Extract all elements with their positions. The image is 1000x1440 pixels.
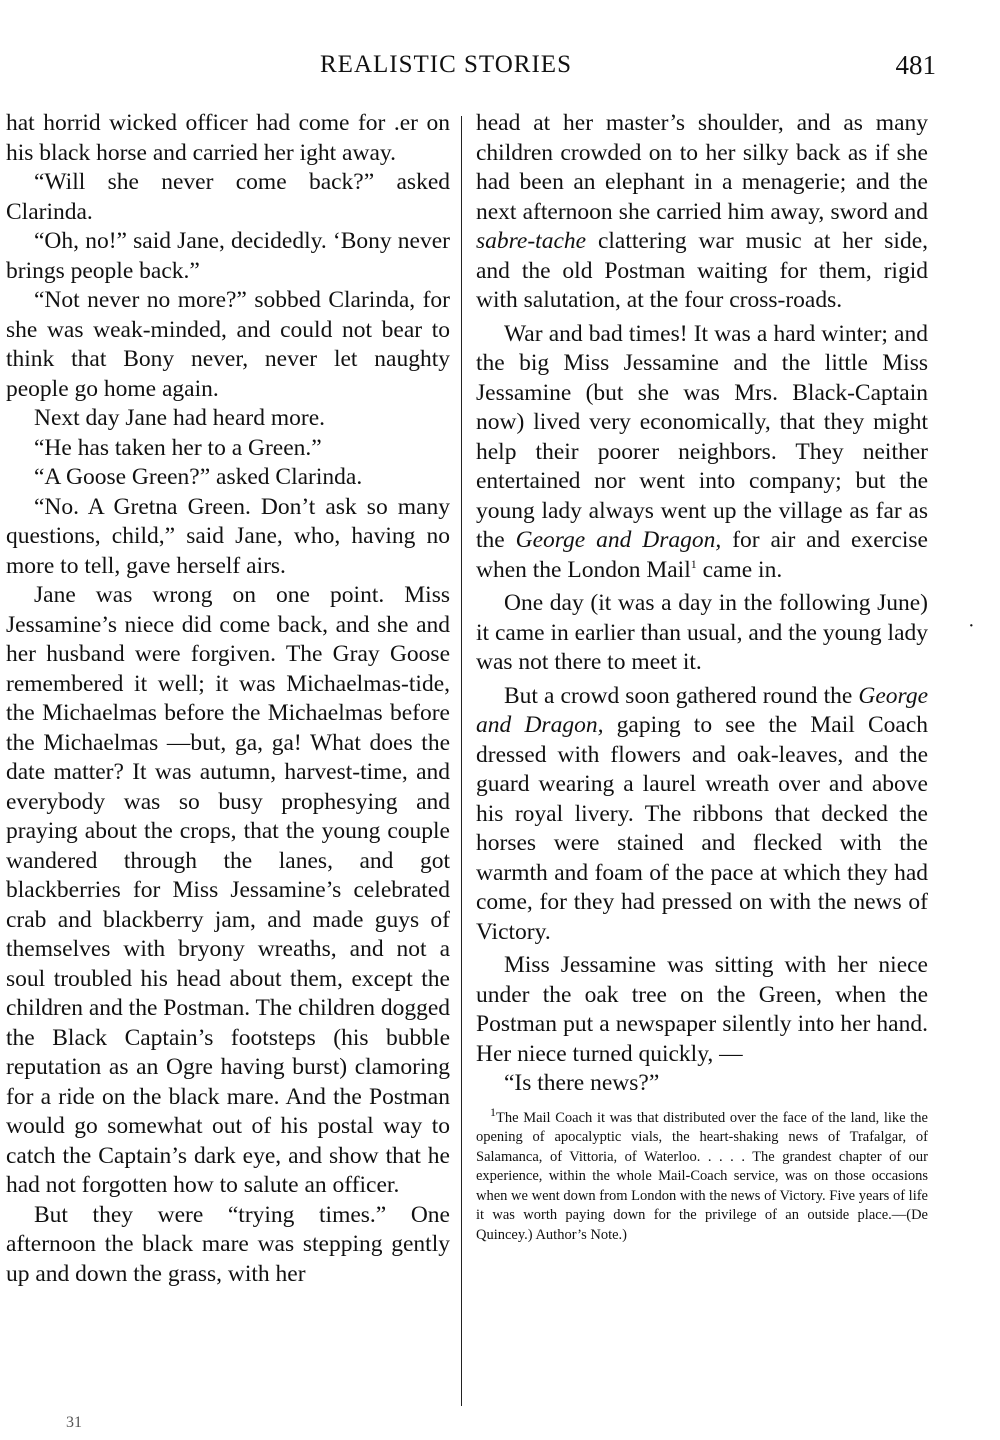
paragraph (476, 320, 928, 586)
paragraph: “Will she never come back?” asked Clarinda. (6, 169, 450, 225)
left-column (6, 109, 450, 1289)
footnote-ref: 1 (690, 556, 697, 571)
text-run: came in. (702, 556, 783, 583)
footnote-text (476, 1104, 928, 1246)
paragraph: One day (it was a day in the following June) it came in earlier than usual, and the young lady was not there to meet it. (476, 590, 928, 675)
paragraph: “No. A Gretna Green. Don’t ask so many questions, child,” said Jane, who, having no more to tell, gave herself airs. (6, 493, 450, 579)
stray-mark: · (968, 615, 975, 637)
paragraph: hat horrid wicked officer had come for .er on his black horse and carried her ight away. (6, 110, 450, 166)
paragraph: Next day Jane had heard more. (34, 405, 326, 431)
paragraph (476, 109, 928, 316)
column-divider (461, 116, 462, 1406)
footnote-mark: 1 (490, 1104, 496, 1119)
text-run: clattering war music at her side, and the old Postman waiting for them, rigid with salutation, at the four cross-roads. (476, 228, 928, 313)
paragraph (476, 682, 928, 948)
text-run: War and bad times! It was a hard winter; and the big Miss Jessamine and the little Miss Jessamine (but she was Mrs. Black-Captain now) lived very economically, that they might help their poorer neighbors. They neither entertained nor went into company; but the young lady always went up the village as far as the (476, 320, 928, 553)
footnote (476, 1104, 928, 1246)
paragraph: Jane was wrong on one point. Miss Jessamine’s niece did come back, and she and her husband were forgiven. The Gray Goose remembered it well; it was Michaelmas-tide, the Michaelmas before the Michaelmas before the Michaelmas —but, ga, ga! What does the date matter? It was autumn, harvest-time, and everybody was so busy prophesying and praying about the crops, that the young couple wandered through the lanes, and got blackberries for Miss Jessamine’s celebrated crab and blackberry jam, and made guys of themselves with bryony wreaths, and not a soul troubled his head about them, except the children and the Postman. The children dogged the Black Captain’s footsteps (his bubble reputation as an Ogre having burst) clamoring for a ride on the black mare. And the Postman would go somewhat out of his postal way to catch the Captain’s dark eye, and show that he had not forgotten how to salute an officer. (6, 582, 450, 1198)
paragraph: But they were “trying times.” One afternoon the black mare was stepping gently up and down the grass, with her (6, 1201, 450, 1287)
paragraph: “Is there news?” (504, 1070, 660, 1096)
text-run: The Mail Coach it was that distributed over the face of the land, like the opening of apocalyptic vials, the heart-shaking news of Trafalgar, of Salamanca, of Vittoria, of Waterloo. . . . . The grandest chapter of our experience, within the whole Mail-Coach service, was on those occasions when we went down from London with the news of Victory. Five years of life it was worth paying down for the privilege of an outside place.—(De Quincey.) Author’s Note.) (476, 1109, 928, 1244)
text-run: gaping to see the Mail Coach dressed with flowers and oak-leaves, and the guard wearing a laurel wreath over and above his royal livery. The ribbons that decked the horses were stained and flecked with the warmth and foam of the pace at which they had come, for they had pressed on with the news of Victory. (476, 712, 929, 945)
italic-term: sabre-tache (476, 228, 587, 254)
running-title: REALISTIC STORIES (320, 51, 572, 78)
paragraph: Miss Jessamine was sitting with her niece under the oak tree on the Green, when the Postman put a newspaper silently into her hand. Her niece turned quickly, — (476, 952, 928, 1067)
paragraph: “Not never no more?” sobbed Clarinda, for she was weak-minded, and could not bear to think that Bony never, never let naughty people go home again. (6, 287, 450, 402)
text-run: for air and exercise when the London Mail (476, 527, 928, 583)
italic-term: George and Dragon, (515, 527, 722, 553)
paragraph: “Oh, no!” said Jane, decidedly. ‘Bony never brings people back.” (6, 228, 450, 284)
text-run: But a crowd soon gathered round the (504, 682, 853, 709)
page-number: 481 (895, 50, 936, 80)
right-column (476, 109, 928, 1246)
italic-term: George and Dragon, (476, 682, 929, 738)
paragraph: “He has taken her to a Green.” (34, 434, 322, 461)
text-run: head at her master’s shoulder, and as many children crowded on to her silky back as if she had been an elephant in a menagerie; and the next afternoon she carried him away, sword and (476, 110, 928, 225)
paragraph: “A Goose Green?” asked Clarinda. (34, 464, 363, 490)
signature-mark: 31 (66, 1414, 82, 1431)
